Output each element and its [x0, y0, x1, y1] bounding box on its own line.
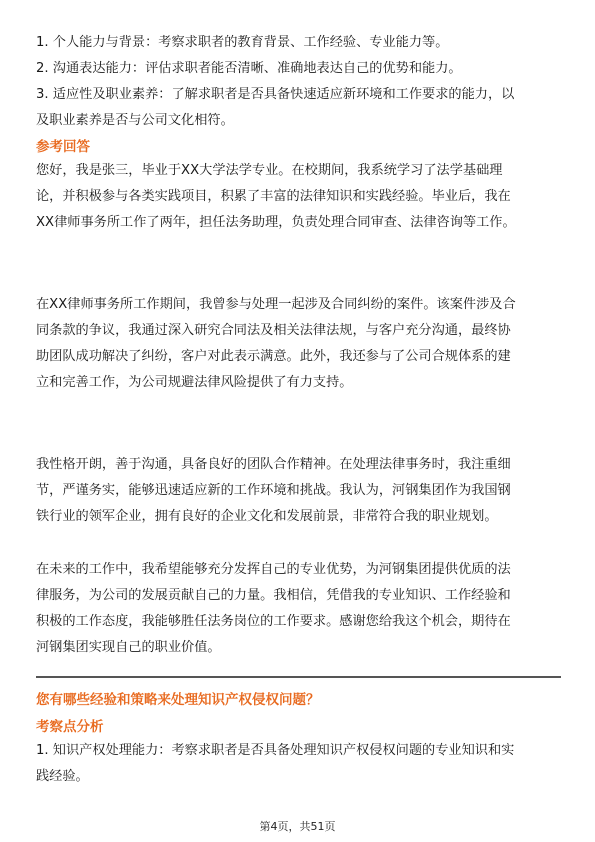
list-item: 践经验。	[36, 769, 89, 784]
paragraph-line: XX律师事务所工作了两年，担任法务助理，负责处理合同审查、法律咨询等工作。	[36, 215, 516, 230]
paragraph-line: 铁行业的领军企业，拥有良好的企业文化和发展前景，非常符合我的职业规划。	[36, 509, 498, 524]
analysis-heading: 考察点分析	[36, 719, 104, 735]
answer-paragraph-2	[36, 292, 516, 396]
list-item: 1. 知识产权处理能力：考察求职者是否具备处理知识产权侵权问题的专业知识和实	[36, 743, 515, 758]
reference-answer-heading: 参考回答	[36, 139, 90, 155]
answer-paragraph-4	[36, 557, 511, 661]
paragraph-line: 您好，我是张三，毕业于XX大学法学专业。在校期间，我系统学习了法学基础理	[36, 163, 503, 178]
paragraph-line: 在未来的工作中，我希望能够充分发挥自己的专业优势，为河钢集团提供优质的法	[36, 562, 511, 577]
paragraph-line: 节，严谨务实，能够迅速适应新的工作环境和挑战。我认为，河钢集团作为我国钢	[36, 483, 511, 498]
paragraph-line: 我性格开朗，善于沟通，具备良好的团队合作精神。在处理法律事务时，我注重细	[36, 457, 511, 472]
paragraph-line: 律服务，为公司的发展贡献自己的力量。我相信，凭借我的专业知识、工作经验和	[36, 588, 511, 603]
page-number: 第4页，共51页	[259, 820, 336, 833]
analysis-list	[36, 738, 514, 790]
list-item: 3. 适应性及职业素养：了解求职者是否具备快速适应新环境和工作要求的能力，以	[36, 87, 515, 102]
list-item: 及职业素养是否与公司文化相符。	[36, 113, 234, 128]
answer-paragraph-1	[36, 158, 516, 236]
question-heading: 您有哪些经验和策略来处理知识产权侵权问题？	[36, 692, 320, 708]
paragraph-line: 助团队成功解决了纠纷，客户对此表示满意。此外，我还参与了公司合规体系的建	[36, 349, 511, 364]
list-item: 2. 沟通表达能力：评估求职者能否清晰、准确地表达自己的优势和能力。	[36, 61, 462, 76]
paragraph-line: 河钢集团实现自己的职业价值。	[36, 640, 221, 655]
list-item: 1. 个人能力与背景：考察求职者的教育背景、工作经验、专业能力等。	[36, 35, 449, 50]
paragraph-line: 积极的工作态度，我能够胜任法务岗位的工作要求。感谢您给我这个机会，期待在	[36, 614, 511, 629]
paragraph-line: 同条款的争议，我通过深入研究合同法及相关法律法规，与客户充分沟通，最终协	[36, 323, 511, 338]
evaluation-points-list	[36, 30, 514, 134]
paragraph-line: 论，并积极参与各类实践项目，积累了丰富的法律知识和实践经验。毕业后，我在	[36, 189, 511, 204]
section-divider	[36, 676, 561, 678]
paragraph-line: 立和完善工作，为公司规避法律风险提供了有力支持。	[36, 375, 353, 390]
paragraph-line: 在XX律师事务所工作期间，我曾参与处理一起涉及合同纠纷的案件。该案件涉及合	[36, 297, 516, 312]
answer-paragraph-3	[36, 452, 511, 530]
